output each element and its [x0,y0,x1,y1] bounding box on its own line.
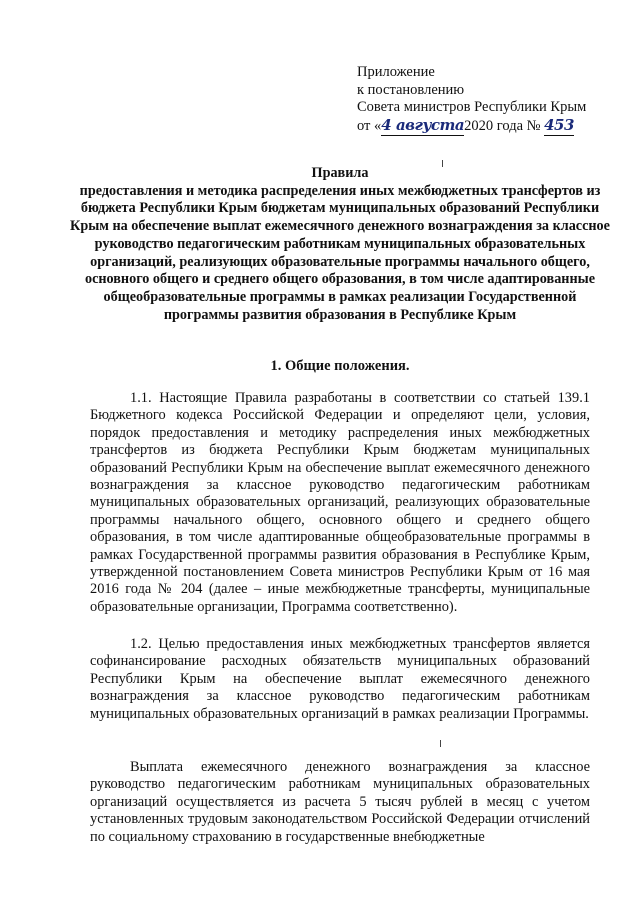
annex-council: Совета министров Республики Крым [357,99,587,115]
paragraph-text: 1.2. Целью предоставления иных межбюджетных трансфертов является софинансирование расходных обязательств муниципальных образований Республики Крым на обеспечение выплат ежемесячного денежного вознаграждения за классное руководство педагогическим работникам муниципальных образовательных организаций в рамках реализации Программы. [90,636,590,722]
annex-block [357,64,586,136]
title-subtitle: предоставления и методика распределения иных межбюджетных трансфертов из бюджета Республики Крым бюджетам муниципальных образований Республики Крым на обеспечение выплат ежемесячного денежного вознаграждения за классное руководство педагогическим работникам муниципальных образовательных организаций, реализующих образовательные программы начального общего, основного общего и среднего общего образования, в том числе адаптированные общеобразовательные программы в рамках реализации Государственной программы развития образования в Республике Крым [70,182,610,323]
document-title [70,165,610,324]
scan-mark [440,740,441,747]
annex-year: 2020 года № [464,117,541,134]
paragraph-text: 1.1. Настоящие Правила разработаны в соответствии со статьей 139.1 Бюджетного кодекса Российской Федерации и определяют цели, условия, порядок предоставления и методику распределения иных межбюджетных трансфертов из бюджета Республики Крым бюджетам муниципальных образований Республики Крым на обеспечение выплат ежемесячного денежного вознаграждения за классное руководство педагогическим работникам муниципальных образовательных организаций, реализующих образовательные программы начального общего, основного общего и среднего общего образования, в том числе адаптированные общеобразовательные программы в рамках Государственной программы развития образования в Республике Крым, утвержденной постановлением Совета министров Республики Крым от 16 мая 2016 года № 204 (далее – иные межбюджетные трансферты, муниципальные образовательные организации, Программа соответственно). [90,390,590,615]
annex-label: Приложение [357,64,435,80]
annex-date-line [357,117,586,137]
title-heading: Правила [311,165,369,181]
section-heading: 1. Общие положения. [270,358,410,374]
paragraph-1-2 [90,636,590,723]
annex-from-prefix: от « [357,117,382,134]
paragraph-1-1 [90,390,590,616]
paragraph-text: Выплата ежемесячного денежного вознаграждения за классное руководство педагогическим работникам муниципальных образовательных организаций осуществляется из расчета 5 тысяч рублей в месяц с учетом установленных трудовым законодательством Российской Федерации отчислений по социальному страхованию в государственные внебюджетные [90,759,590,845]
handwritten-date: 4 августа [381,115,465,134]
paragraph-payment [90,759,590,846]
annex-to-resolution: к постановлению [357,81,465,98]
handwritten-number: 453 [544,115,574,134]
